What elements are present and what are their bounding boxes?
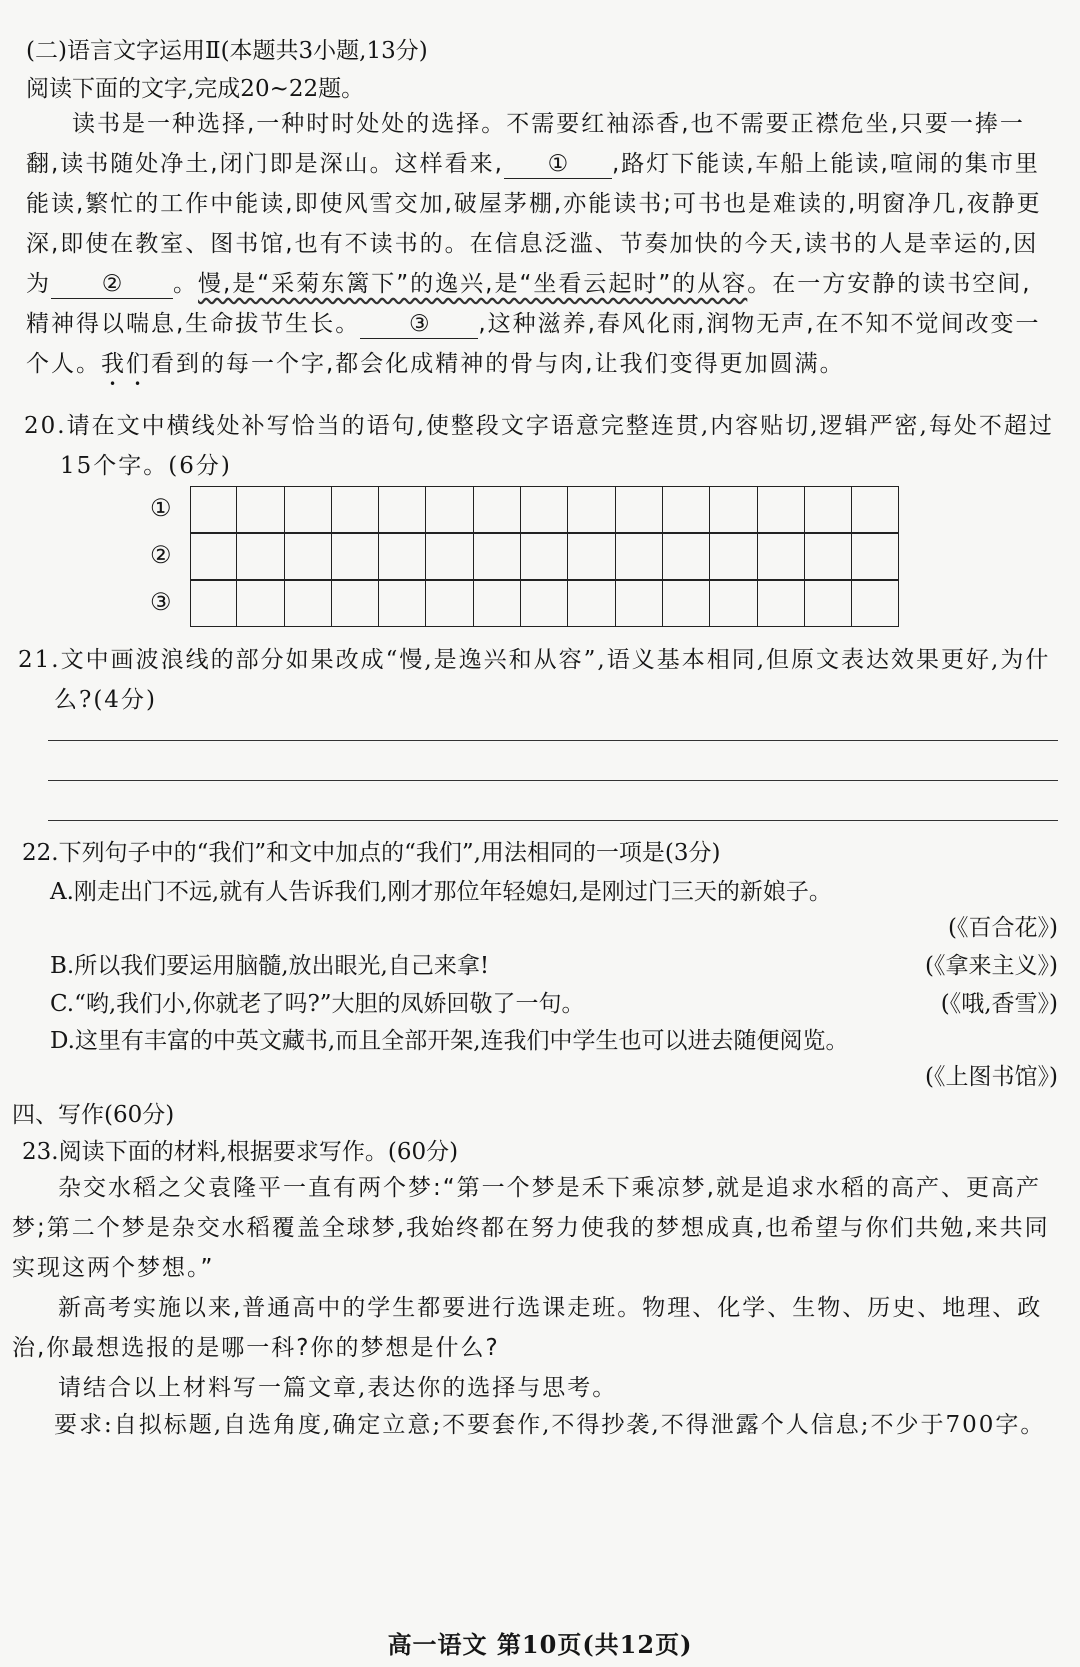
- grid-cell[interactable]: [379, 533, 426, 580]
- grid-cell[interactable]: [285, 533, 332, 580]
- question-20-text: 20.请在文中横线处补写恰当的语句,使整段文字语意完整连贯,内容贴切,逻辑严密,每处不超过15个字。(6分): [24, 413, 1054, 479]
- passage-text: 。: [173, 271, 198, 297]
- grid-cell[interactable]: [758, 533, 805, 580]
- passage-text: 。在一方安静的读书空间,精神得以喘息,生命拔节生长。: [26, 271, 1032, 337]
- grid-cell[interactable]: [568, 580, 615, 627]
- reading-passage: [26, 104, 1056, 391]
- grid-cell[interactable]: [710, 580, 757, 627]
- writing-material-1: 杂交水稻之父袁隆平一直有两个梦:“第一个梦是禾下乘凉梦,就是追求水稻的高产、更高产梦;第二个梦是杂交水稻覆盖全球梦,我始终都在努力使我的梦想成真,也希望与你们共勉,来共同实现这两个梦想。”: [12, 1175, 1050, 1281]
- grid-cell[interactable]: [332, 580, 379, 627]
- grid-cell[interactable]: [190, 580, 237, 627]
- passage-text: ,这种滋养,春风化雨,润物无声,在不知不觉间改变一个人。: [26, 311, 1041, 377]
- option-d-source: (《上图书馆》): [925, 1064, 1058, 1090]
- grid-cell[interactable]: [474, 486, 521, 533]
- grid-cell[interactable]: [237, 486, 284, 533]
- grid-cell[interactable]: [237, 533, 284, 580]
- question-20: [24, 406, 1054, 486]
- grid-cell[interactable]: [616, 533, 663, 580]
- option-a: A.刚走出门不远,就有人告诉我们,刚才那位年轻媳妇,是刚过门三天的新娘子。: [50, 879, 832, 905]
- grid-cell[interactable]: [616, 580, 663, 627]
- option-b-source: (《拿来主义》): [925, 953, 1058, 979]
- grid-cell[interactable]: [285, 486, 332, 533]
- answer-line[interactable]: [48, 820, 1058, 821]
- grid-cell[interactable]: [521, 533, 568, 580]
- option-b: B.所以我们要运用脑髓,放出眼光,自己来拿!: [50, 953, 490, 979]
- grid-cell[interactable]: [663, 486, 710, 533]
- answer-grid-row-2[interactable]: [190, 533, 899, 580]
- grid-cell[interactable]: [332, 533, 379, 580]
- grid-cell[interactable]: [568, 533, 615, 580]
- grid-cell[interactable]: [710, 533, 757, 580]
- grid-cell[interactable]: [285, 580, 332, 627]
- answer-grid-row-3[interactable]: [190, 580, 899, 627]
- reading-instruction: 阅读下面的文字,完成20~22题。: [26, 76, 365, 102]
- question-21-text: 21.文中画波浪线的部分如果改成“慢,是逸兴和从容”,语义基本相同,但原文表达效果更好,为什么?(4分): [18, 647, 1051, 713]
- blank-3: ③: [360, 310, 478, 339]
- page-footer: 高一语文 第10页(共12页): [387, 1630, 693, 1659]
- grid-cell[interactable]: [379, 486, 426, 533]
- passage-text: ,路灯下能读,车船上能读,喧闹的集市里能读,繁忙的工作中能读,即使风雪交加,破屋茅棚,亦能读书;可书也是难读的,明窗净几,夜静更深,即使在教室、图书馆,也有不读书的。在信息泛滥、节奏加快的今天,读书的人是幸运的,因为: [26, 151, 1042, 297]
- passage-text: 读书是一种选择,一种时时处处的选择。不需要红袖添香,也不需要正襟危坐,只要一捧一翻,读书随处净土,闭门即是深山。这样看来,: [26, 111, 1025, 177]
- writing-requirements: 要求:自拟标题,自选角度,确定立意;不要套作,不得抄袭,不得泄露个人信息;不少于700字。: [54, 1412, 1046, 1438]
- option-a-source: (《百合花》): [948, 915, 1058, 941]
- grid-cell[interactable]: [332, 486, 379, 533]
- grid-cell[interactable]: [474, 533, 521, 580]
- grid-cell[interactable]: [521, 580, 568, 627]
- grid-cell[interactable]: [426, 486, 473, 533]
- writing-prompt: 请结合以上材料写一篇文章,表达你的选择与思考。: [58, 1375, 618, 1401]
- question-21: [18, 640, 1054, 720]
- option-d: D.这里有丰富的中英文藏书,而且全部开架,连我们中学生也可以进去随便阅览。: [50, 1028, 849, 1054]
- grid-cell[interactable]: [852, 580, 899, 627]
- option-c-source: (《哦,香雪》): [940, 991, 1058, 1017]
- grid-cell[interactable]: [426, 580, 473, 627]
- writing-material-2: 新高考实施以来,普通高中的学生都要进行选课走班。物理、化学、生物、历史、地理、政治,你最想选报的是哪一科?你的梦想是什么?: [12, 1295, 1043, 1361]
- dotted-emphasis-text: 我们: [101, 351, 151, 377]
- grid-cell[interactable]: [758, 580, 805, 627]
- grid-cell[interactable]: [663, 580, 710, 627]
- grid-label-3: ③: [150, 588, 172, 616]
- grid-cell[interactable]: [190, 533, 237, 580]
- grid-cell[interactable]: [568, 486, 615, 533]
- answer-line[interactable]: [48, 740, 1058, 741]
- grid-cell[interactable]: [379, 580, 426, 627]
- grid-cell[interactable]: [852, 486, 899, 533]
- section-heading: (二)语言文字运用Ⅱ(本题共3小题,13分): [26, 38, 428, 64]
- grid-label-1: ①: [150, 494, 172, 522]
- grid-cell[interactable]: [190, 486, 237, 533]
- grid-cell[interactable]: [426, 533, 473, 580]
- grid-cell[interactable]: [663, 533, 710, 580]
- answer-grid-row-1[interactable]: [190, 486, 899, 533]
- grid-cell[interactable]: [237, 580, 284, 627]
- grid-cell[interactable]: [521, 486, 568, 533]
- grid-cell[interactable]: [805, 580, 852, 627]
- question-22: 22.下列句子中的“我们”和文中加点的“我们”,用法相同的一项是(3分): [22, 840, 721, 866]
- option-c: C.“哟,我们小,你就老了吗?”大胆的凤娇回敬了一句。: [50, 991, 585, 1017]
- blank-1: ①: [504, 150, 612, 179]
- blank-2: ②: [51, 270, 173, 299]
- grid-cell[interactable]: [474, 580, 521, 627]
- grid-cell[interactable]: [710, 486, 757, 533]
- wavy-underlined-text: 慢,是“采菊东篱下”的逸兴,是“坐看云起时”的从容: [198, 271, 748, 297]
- writing-section-heading: 四、写作(60分): [12, 1102, 175, 1128]
- grid-cell[interactable]: [852, 533, 899, 580]
- grid-cell[interactable]: [758, 486, 805, 533]
- answer-line[interactable]: [48, 780, 1058, 781]
- grid-cell[interactable]: [805, 533, 852, 580]
- passage-text: 看到的每一个字,都会化成精神的骨与肉,让我们变得更加圆满。: [151, 351, 845, 377]
- grid-cell[interactable]: [805, 486, 852, 533]
- question-23: 23.阅读下面的材料,根据要求写作。(60分): [22, 1139, 459, 1165]
- grid-label-2: ②: [150, 541, 172, 569]
- grid-cell[interactable]: [616, 486, 663, 533]
